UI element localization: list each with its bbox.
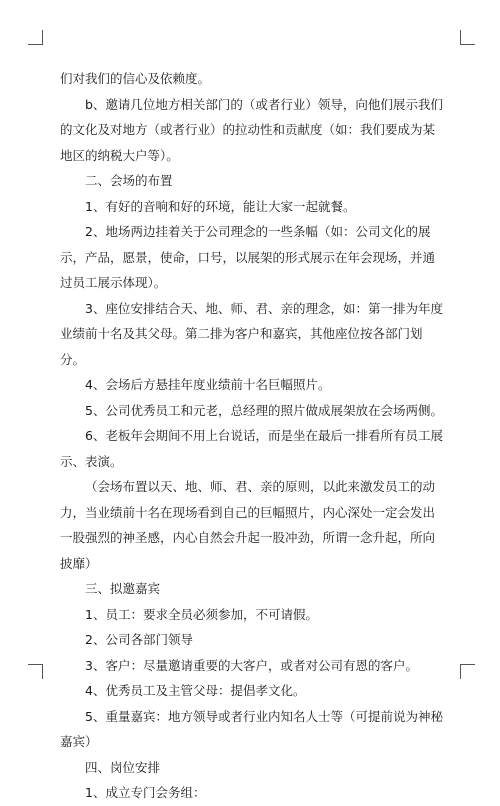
list-item-venue-2: 2、地场两边挂着关于公司理念的一些条幅（如：公司文化的展示，产品，愿景，使命，口号，以展架的形式展示在年会现场，并通过员工展示体现）。 bbox=[60, 224, 436, 290]
paragraph-venue-note: （会场布置以天、地、师、君、亲的原则，以此来激发员工的动力，当业绩前十名在现场看到自己的巨幅照片，内心深处一定会发出一股强烈的神圣感，内心自然会升起一股冲劲，所谓一念升起，所向披靡） bbox=[60, 479, 436, 571]
list-item-venue-6: 6、老板年会期间不用上台说话，而是坐在最后一排看所有员工展示、表演。 bbox=[60, 428, 443, 469]
list-item-venue-1: 1、有好的音响和好的环境，能让大家一起就餐。 bbox=[85, 198, 356, 214]
paragraph-invite-leaders: b、邀请几位地方相关部门的（或者行业）领导，向他们展示我们的文化及对地方（或者行业）的拉动性和贡献度（如：我们要成为某地区的纳税大户等）。 bbox=[60, 96, 443, 163]
heading-venue-layout: 二、会场的布置 bbox=[85, 173, 173, 188]
list-item-venue-3: 3、座位安排结合天、地、师、君、亲的理念，如：第一排为年度业绩前十名及其父母。第二排为客户和嘉宾，其他座位按各部门划分。 bbox=[60, 300, 443, 367]
list-item-guest-3: 3、客户：尽量邀请重要的大客户，或者对公司有恩的客户。 bbox=[85, 657, 418, 673]
crop-mark-bottom-right bbox=[460, 664, 475, 679]
list-item-guest-5: 5、重量嘉宾：地方领导或者行业内知名人士等（可提前说为神秘嘉宾） bbox=[60, 708, 443, 749]
list-item-staff-1: 1、成立专门会务组： bbox=[85, 785, 206, 800]
list-item-guest-1: 1、员工：要求全员必须参加，不可请假。 bbox=[85, 606, 318, 622]
document-body bbox=[60, 66, 446, 806]
list-item-venue-5: 5、公司优秀员工和元老，总经理的照片做成展架放在会场两侧。 bbox=[85, 402, 443, 418]
crop-mark-top-right bbox=[460, 30, 475, 45]
crop-mark-top-left bbox=[28, 30, 43, 45]
list-item-guest-2: 2、公司各部门领导 bbox=[85, 632, 193, 647]
heading-staff-assignment: 四、岗位安排 bbox=[85, 759, 161, 775]
list-item-guest-4: 4、优秀员工及主管父母：提倡孝文化。 bbox=[85, 683, 306, 698]
paragraph-continuation: 们对我们的信心及依赖度。 bbox=[60, 71, 211, 86]
crop-mark-bottom-left bbox=[28, 664, 43, 679]
heading-invited-guests: 三、拟邀嘉宾 bbox=[85, 581, 161, 596]
list-item-venue-4: 4、会场后方悬挂年度业绩前十名巨幅照片。 bbox=[85, 377, 331, 392]
